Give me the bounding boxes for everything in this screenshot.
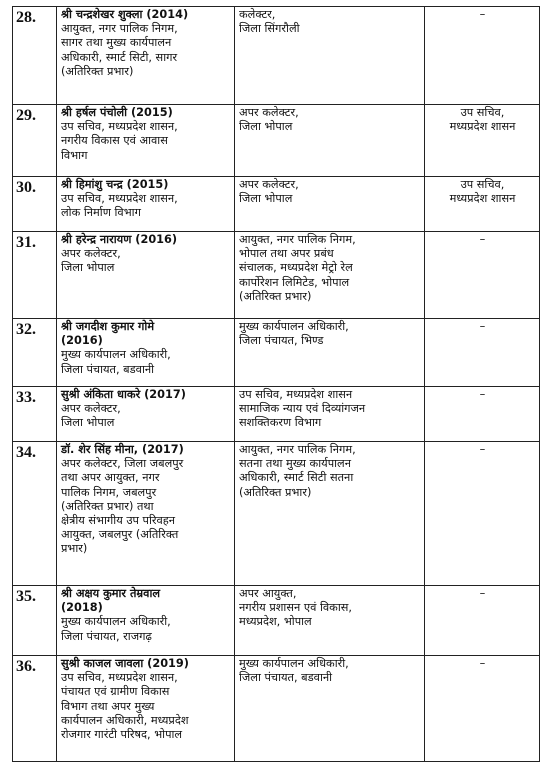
current-post: मुख्य कार्यपालन अधिकारी, जिला पंचायत, बडवानी bbox=[61, 348, 171, 376]
posting-cell: मुख्य कार्यपालन अधिकारी, जिला पंचायत, भिण्ड bbox=[235, 319, 425, 387]
serial-number: 31. bbox=[13, 232, 57, 319]
officer-transfer-table bbox=[12, 6, 540, 762]
current-post: मुख्य कार्यपालन अधिकारी, जिला पंचायत, राजगढ़ bbox=[61, 615, 171, 643]
serial-number: 32. bbox=[13, 319, 57, 387]
serial-number: 33. bbox=[13, 387, 57, 442]
table-row bbox=[13, 319, 540, 387]
additional-post-cell: – bbox=[425, 387, 540, 442]
current-post: अपर कलेक्टर, जिला भोपाल bbox=[61, 247, 121, 275]
officer-cell bbox=[57, 177, 235, 232]
additional-post-cell: – bbox=[425, 232, 540, 319]
officer-cell bbox=[57, 586, 235, 656]
posting-cell: अपर आयुक्त, नगरीय प्रशासन एवं विकास, मध्यप्रदेश, भोपाल bbox=[235, 586, 425, 656]
table-row bbox=[13, 442, 540, 586]
serial-number: 28. bbox=[13, 7, 57, 105]
serial-number: 34. bbox=[13, 442, 57, 586]
officer-cell bbox=[57, 319, 235, 387]
current-post: अपर कलेक्टर, जिला जबलपुर तथा अपर आयुक्त, नगर पालिक निगम, जबलपुर (अतिरिक्त प्रभार) तथा क्षेत्रीय संभागीय उप परिवहन आयुक्त, जबलपुर (अतिरिक्त प्रभार) bbox=[61, 457, 184, 556]
additional-post-cell: – bbox=[425, 656, 540, 762]
current-post: अपर कलेक्टर, जिला भोपाल bbox=[61, 402, 121, 430]
officer-name: सुश्री काजल जावला (2019) bbox=[61, 657, 189, 670]
current-post: उप सचिव, मध्यप्रदेश शासन, पंचायत एवं ग्रामीण विकास विभाग तथा अपर मुख्य कार्यपालन अधिकारी, मध्यप्रदेश रोजगार गारंटी परिषद, भोपाल bbox=[61, 671, 189, 742]
additional-post-cell: उप सचिव, मध्यप्रदेश शासन bbox=[425, 105, 540, 177]
table-row bbox=[13, 7, 540, 105]
posting-cell: आयुक्त, नगर पालिक निगम, भोपाल तथा अपर प्रबंध संचालक, मध्यप्रदेश मेट्रो रेल कार्पोरेशन लिमिटेड, भोपाल (अतिरिक्त प्रभार) bbox=[235, 232, 425, 319]
current-post: उप सचिव, मध्यप्रदेश शासन, नगरीय विकास एवं आवास विभाग bbox=[61, 120, 178, 162]
additional-post-cell: – bbox=[425, 586, 540, 656]
officer-name: श्री हरेन्द्र नारायण (2016) bbox=[61, 233, 178, 246]
officer-cell bbox=[57, 656, 235, 762]
officer-name: सुश्री अंकिता धाकरे (2017) bbox=[61, 388, 186, 401]
current-post: आयुक्त, नगर पालिक निगम, सागर तथा मुख्य कार्यपालन अधिकारी, स्मार्ट सिटी, सागर (अतिरिक्त प्रभार) bbox=[61, 22, 178, 78]
table-row bbox=[13, 177, 540, 232]
posting-cell: अपर कलेक्टर, जिला भोपाल bbox=[235, 177, 425, 232]
table-row bbox=[13, 105, 540, 177]
serial-number: 30. bbox=[13, 177, 57, 232]
posting-cell: मुख्य कार्यपालन अधिकारी, जिला पंचायत, बडवानी bbox=[235, 656, 425, 762]
table-row bbox=[13, 232, 540, 319]
officer-name: श्री हिमांशु चन्द्र (2015) bbox=[61, 178, 169, 191]
posting-cell: उप सचिव, मध्यप्रदेश शासन सामाजिक न्याय एवं दिव्यांगजन सशक्तिकरण विभाग bbox=[235, 387, 425, 442]
officer-name: श्री चन्द्रशेखर शुक्ला (2014) bbox=[61, 8, 189, 21]
current-post: उप सचिव, मध्यप्रदेश शासन, लोक निर्माण विभाग bbox=[61, 192, 178, 220]
officer-cell bbox=[57, 7, 235, 105]
officer-name: श्री अक्षय कुमार तेम्रवाल (2018) bbox=[61, 587, 161, 615]
table-row bbox=[13, 586, 540, 656]
officer-name: डॉ. शेर सिंह मीना, (2017) bbox=[61, 443, 184, 456]
serial-number: 36. bbox=[13, 656, 57, 762]
officer-cell bbox=[57, 105, 235, 177]
officer-cell bbox=[57, 387, 235, 442]
additional-post-cell: उप सचिव, मध्यप्रदेश शासन bbox=[425, 177, 540, 232]
officer-name: श्री जगदीश कुमार गोमे (2016) bbox=[61, 320, 155, 348]
officer-name: श्री हर्षल पंचोली (2015) bbox=[61, 106, 173, 119]
table-row bbox=[13, 387, 540, 442]
officer-cell bbox=[57, 232, 235, 319]
additional-post-cell: – bbox=[425, 442, 540, 586]
additional-post-cell: – bbox=[425, 7, 540, 105]
posting-cell: अपर कलेक्टर, जिला भोपाल bbox=[235, 105, 425, 177]
posting-cell: कलेक्टर, जिला सिंगरौली bbox=[235, 7, 425, 105]
table-row bbox=[13, 656, 540, 762]
posting-cell: आयुक्त, नगर पालिक निगम, सतना तथा मुख्य कार्यपालन अधिकारी, स्मार्ट सिटी सतना (अतिरिक्त प्रभार) bbox=[235, 442, 425, 586]
serial-number: 35. bbox=[13, 586, 57, 656]
serial-number: 29. bbox=[13, 105, 57, 177]
officer-cell bbox=[57, 442, 235, 586]
additional-post-cell: – bbox=[425, 319, 540, 387]
